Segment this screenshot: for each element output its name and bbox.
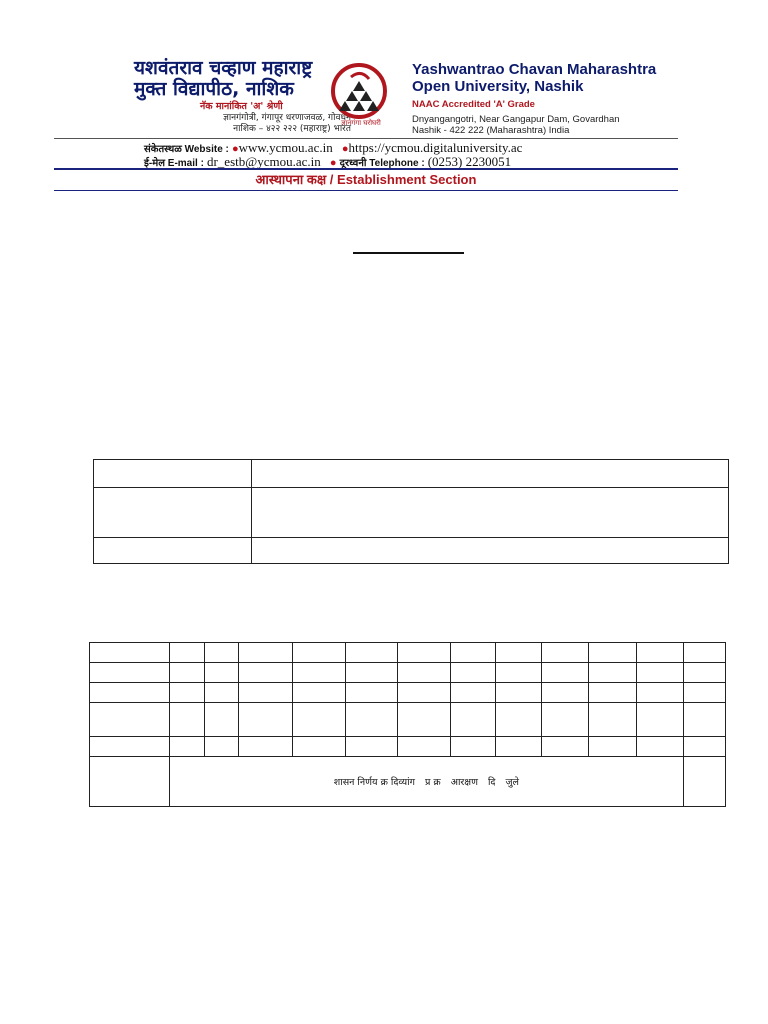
table-cell [496, 663, 542, 683]
table-cell [204, 643, 238, 663]
table-cell [90, 643, 170, 663]
table-cell [345, 663, 398, 683]
grade-english: NAAC Accredited 'A' Grade [412, 99, 535, 110]
table-cell [169, 663, 204, 683]
website-row: संकेतस्थळ Website : ●www.ycmou.ac.in ●https://ycmou.digitaluniversity.ac [144, 140, 523, 155]
table-cell [238, 683, 292, 703]
address-marathi: ज्ञानगंगोत्री, गंगापूर धरणाजवळ, गोवर्धन नाशिक – ४२२ २२२ (महाराष्ट्र) भारत [223, 113, 351, 134]
table-cell [589, 663, 637, 683]
table-row [90, 757, 726, 807]
table-cell [637, 703, 684, 737]
table-cell [169, 737, 204, 757]
table-row [94, 460, 729, 488]
table-cell [345, 643, 398, 663]
table-cell [683, 737, 725, 757]
university-name-marathi: यशवंतराव चव्हाण महाराष्ट्र मुक्त विद्यापीठ, नाशिक [134, 57, 313, 100]
section-title: आस्थापना कक्ष / Establishment Section [255, 172, 477, 187]
table-cell [683, 643, 725, 663]
table-cell [238, 703, 292, 737]
table-cell [637, 663, 684, 683]
address-english: Dnyangangotri, Near Gangapur Dam, Govardhan Nashik - 422 222 (Maharashtra) India [412, 114, 620, 136]
table-cell [238, 737, 292, 757]
table-cell [204, 737, 238, 757]
phone-number: (0253) 2230051 [427, 154, 512, 169]
table-row [90, 703, 726, 737]
logo-motto: ज्ञानगंगा घरोघरी [341, 119, 381, 127]
table-cell [238, 643, 292, 663]
university-name-english: Yashwantrao Chavan Maharashtra Open University, Nashik [412, 61, 657, 95]
table-cell [451, 663, 496, 683]
table-row [90, 683, 726, 703]
table-cell [496, 737, 542, 757]
grid-table [89, 642, 726, 807]
grade-marathi: नॅक मानांकित 'अ' श्रेणी [200, 101, 283, 112]
table-cell [204, 683, 238, 703]
table-cell [542, 737, 589, 757]
table-cell [251, 460, 728, 488]
bullet-icon: ● [231, 143, 239, 155]
table-cell [589, 643, 637, 663]
table-cell [90, 703, 170, 737]
table-row [90, 737, 726, 757]
table-cell [637, 683, 684, 703]
table-row [94, 538, 729, 564]
note-word: जुले [505, 777, 519, 788]
note-word: शासन निर्णय क्र दिव्यांग [333, 777, 415, 788]
table-cell [542, 683, 589, 703]
bullet-icon: ● [329, 157, 337, 169]
table-cell [292, 703, 345, 737]
table-cell [589, 683, 637, 703]
note-word: प्र क्र [424, 777, 441, 788]
table-cell [169, 683, 204, 703]
table-cell [94, 538, 252, 564]
note-word: दि [487, 777, 496, 788]
table-cell [398, 737, 451, 757]
table-cell [496, 703, 542, 737]
table-cell [542, 663, 589, 683]
table-cell [451, 703, 496, 737]
table-cell [542, 703, 589, 737]
info-table [93, 459, 729, 564]
table-row [90, 663, 726, 683]
table-cell [398, 703, 451, 737]
bullet-icon: ● [341, 143, 349, 155]
gr-reference-note [169, 757, 683, 807]
table-cell [683, 757, 725, 807]
university-logo [329, 61, 393, 129]
table-cell [90, 737, 170, 757]
table-cell [451, 683, 496, 703]
table-cell [90, 757, 170, 807]
table-cell [94, 460, 252, 488]
table-cell [398, 663, 451, 683]
letterhead-divider [54, 138, 678, 139]
table-cell [451, 737, 496, 757]
website-link-1[interactable]: www.ycmou.ac.in [238, 140, 333, 155]
table-cell [251, 488, 728, 538]
table-cell [451, 643, 496, 663]
table-cell [398, 643, 451, 663]
table-cell [204, 663, 238, 683]
table-cell [496, 643, 542, 663]
table-cell [683, 663, 725, 683]
table-cell [169, 703, 204, 737]
table-cell [542, 643, 589, 663]
table-row [90, 643, 726, 663]
table-cell [345, 683, 398, 703]
email-phone-row: ई-मेल E-mail : dr_estb@ycmou.ac.in ● दूरध्वनी Telephone : (0253) 2230051 [144, 154, 512, 169]
email-link[interactable]: dr_estb@ycmou.ac.in [206, 154, 321, 169]
letterhead [54, 55, 678, 193]
table-cell [292, 737, 345, 757]
table-cell [90, 683, 170, 703]
table-cell [637, 643, 684, 663]
table-row [94, 488, 729, 538]
table-cell [683, 703, 725, 737]
website-link-2[interactable]: https://ycmou.digitaluniversity.ac [348, 140, 523, 155]
table-cell [683, 683, 725, 703]
table-cell [292, 643, 345, 663]
note-word: आरक्षण [450, 777, 478, 788]
table-cell [238, 663, 292, 683]
table-cell [589, 703, 637, 737]
table-cell [345, 737, 398, 757]
table-cell [94, 488, 252, 538]
table-cell [251, 538, 728, 564]
title-underline [353, 252, 464, 254]
table-cell [169, 643, 204, 663]
table-cell [204, 703, 238, 737]
table-cell [345, 703, 398, 737]
table-cell [90, 663, 170, 683]
table-cell [589, 737, 637, 757]
table-cell [292, 683, 345, 703]
table-cell [398, 683, 451, 703]
table-cell [292, 663, 345, 683]
table-cell [496, 683, 542, 703]
table-cell [637, 737, 684, 757]
